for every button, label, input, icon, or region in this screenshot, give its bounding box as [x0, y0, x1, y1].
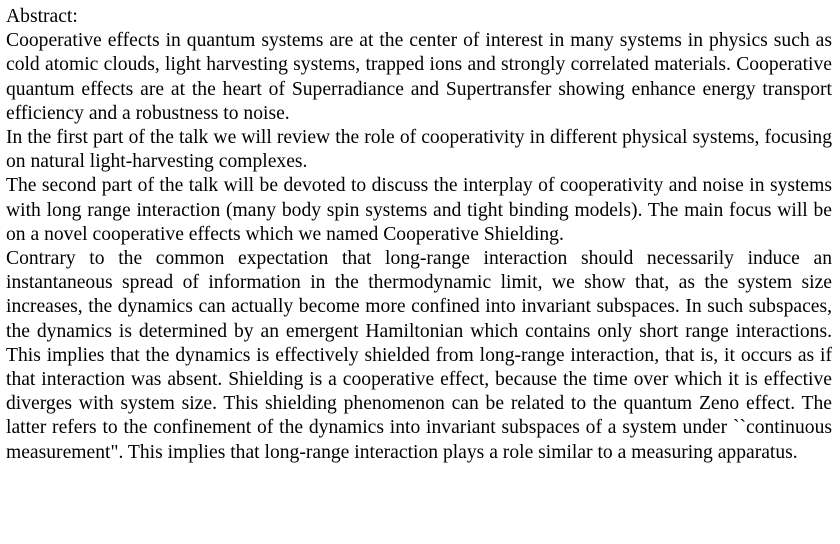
abstract-paragraph-1: Cooperative effects in quantum systems are at the center of interest in many systems in physics such as cold atomic clouds, light harvesting systems, trapped ions and strongly correlated materials. Cooperative quantum effects are at the heart of Superradiance and Supertransfer showing enhance energy transport efficiency and a robustness to noise. [6, 30, 832, 124]
abstract-paragraph-4: Contrary to the common expectation that long-range interaction should necessarily induce an instantaneous spread of information in the thermodynamic limit, we show that, as the system size increases, the dynamics can actually become more confined into invariant subspaces. In such subspaces, the dynamics is determined by an emergent Hamiltonian which contains only short range interactions. This implies that the dynamics is effectively shielded from long-range interaction, that is, it occurs as if that interaction was absent. Shielding is a cooperative effect, because the time over which it is effective diverges with system size. This shielding phenomenon can be related to the quantum Zeno effect. The latter refers to the confinement of the dynamics into invariant subspaces of a system under ``continuous measurement". This implies that long-range interaction plays a role similar to a measuring apparatus. [6, 248, 832, 463]
abstract-paragraph-3: The second part of the talk will be devoted to discuss the interplay of cooperativity and noise in systems with long range interaction (many body spin systems and tight binding models). The main focus will be on a novel cooperative effects which we named Cooperative Shielding. [6, 175, 832, 245]
abstract-paragraph-2: In the first part of the talk we will review the role of cooperativity in different physical systems, focusing on natural light-harvesting complexes. [6, 127, 832, 173]
abstract-heading: Abstract: [6, 6, 78, 27]
